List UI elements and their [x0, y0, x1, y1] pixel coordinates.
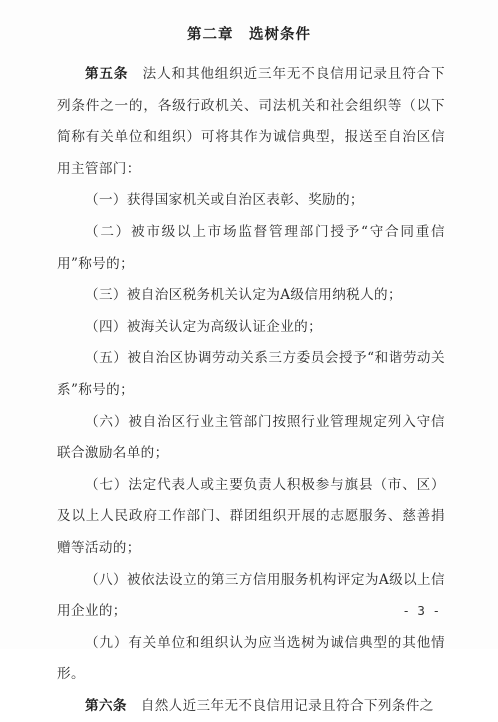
paragraph-text: （二）被市级以上市场监督管理部门授予“守合同重信用”称号的； — [57, 223, 445, 272]
list-item — [57, 217, 445, 280]
paragraph-text: 法人和其他组织近三年无不良信用记录且符合下列条件之一的，各级行政机关、司法机关和社会组织等（以下简称有关单位和组织）可将其作为诚信典型，报送至自治区信用主管部门： — [57, 66, 445, 177]
article-label: 第六条 — [85, 697, 127, 714]
paragraph-text: （五）被自治区协调劳动关系三方委员会授予“和谐劳动关系”称号的； — [57, 350, 445, 398]
page-number: - 3 - — [402, 603, 440, 618]
paragraph-text: （三）被自治区税务机关认定为A级信用纳税人的； — [85, 287, 402, 304]
list-item — [57, 185, 445, 217]
paragraph-text: （一）获得国家机关或自治区表彰、奖励的； — [85, 192, 364, 209]
list-item — [57, 407, 445, 470]
list-item — [57, 312, 445, 344]
list-item — [57, 280, 445, 312]
paragraph-text: （九）有关单位和组织认为应当选树为诚信典型的其他情形。 — [57, 634, 445, 683]
chapter-title: 第二章 选树条件 — [187, 27, 311, 43]
list-item — [57, 470, 445, 565]
list-item — [57, 565, 445, 628]
list-item — [57, 628, 445, 691]
paragraph-text: （六）被自治区行业主管部门按照行业管理规定列入守信联合激励名单的； — [57, 413, 445, 462]
article-5-paragraph — [57, 59, 445, 185]
article-label: 第五条 — [85, 66, 129, 82]
paragraph-text: （七）法定代表人或主要负责人积极参与旗县（市、区）及以上人民政府工作部门、群团组织开展的志愿服务、慈善捐赠等活动的； — [57, 476, 445, 556]
list-item — [57, 343, 445, 406]
paragraph-text: （四）被海关认定为高级认证企业的； — [85, 318, 323, 335]
paragraph-text: （八）被依法设立的第三方信用服务机构评定为A级以上信用企业的； — [57, 571, 445, 620]
document-body — [57, 59, 445, 722]
paragraph-text: 自然人近三年无不良信用记录且符合下列条件之 — [126, 697, 434, 714]
article-6-paragraph — [57, 691, 445, 722]
